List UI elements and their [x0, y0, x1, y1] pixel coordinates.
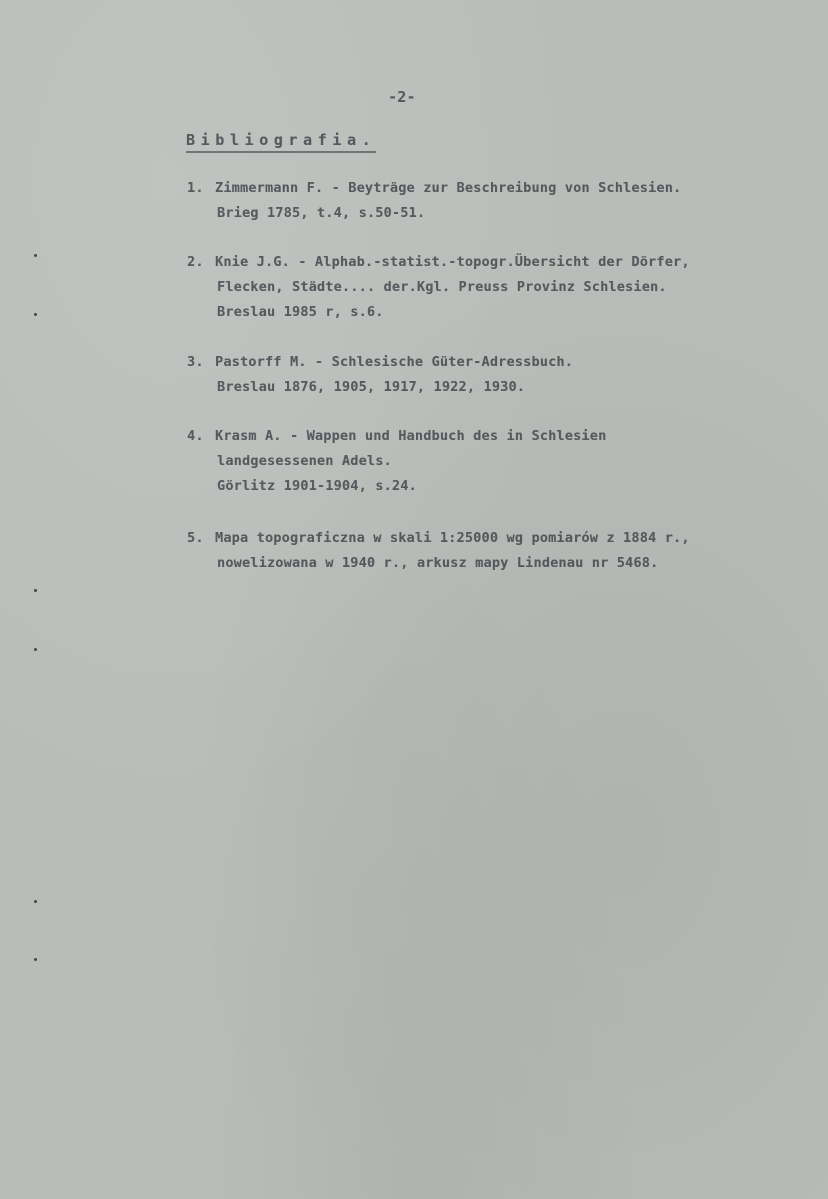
entry-text: Krasm A. - Wappen und Handbuch des in Schlesien — [215, 428, 607, 444]
entry-number: 2. — [187, 254, 204, 270]
entry-text: Knie J.G. - Alphab.-statist.-topogr.Übersicht der Dörfer, — [215, 254, 690, 270]
entry-text: Mapa topograficzna w skali 1:25000 wg pomiarów z 1884 r., — [215, 530, 690, 546]
entry-number: 4. — [187, 428, 204, 444]
bibliography-entry-2 — [187, 250, 690, 325]
entry-line — [187, 176, 681, 201]
entry-number: 5. — [187, 530, 204, 546]
entry-text: Zimmermann F. - Beyträge zur Beschreibung von Schlesien. — [215, 180, 682, 196]
margin-dot — [34, 958, 37, 961]
entry-number: 3. — [187, 354, 204, 370]
entry-line — [187, 526, 690, 551]
entry-line — [187, 424, 606, 449]
entry-line: Görlitz 1901-1904, s.24. — [217, 478, 417, 494]
bibliography-entry-3 — [187, 350, 573, 400]
entry-text: Pastorff M. - Schlesische Güter-Adressbuch. — [215, 354, 574, 370]
bibliography-entry-4 — [187, 424, 606, 499]
entry-line — [187, 350, 573, 375]
entry-line: Flecken, Städte.... der.Kgl. Preuss Provinz Schlesien. — [217, 279, 667, 295]
margin-dot — [34, 648, 37, 651]
bibliography-entry-5 — [187, 526, 690, 576]
entry-line — [187, 250, 690, 275]
entry-line: Brieg 1785, t.4, s.50-51. — [217, 205, 426, 221]
entry-line: nowelizowana w 1940 r., arkusz mapy Lindenau nr 5468. — [217, 555, 659, 571]
entry-number: 1. — [187, 180, 204, 196]
page-number: -2- — [388, 88, 416, 106]
margin-dot — [34, 254, 37, 257]
entry-line: landgesessenen Adels. — [217, 453, 392, 469]
margin-dot — [34, 900, 37, 903]
entry-line: Breslau 1985 r, s.6. — [217, 304, 384, 320]
entry-line: Breslau 1876, 1905, 1917, 1922, 1930. — [217, 379, 526, 395]
bibliography-entry-1 — [187, 176, 681, 226]
margin-dot — [34, 589, 37, 592]
margin-dot — [34, 313, 37, 316]
bibliography-heading: Bibliografia. — [186, 131, 376, 153]
